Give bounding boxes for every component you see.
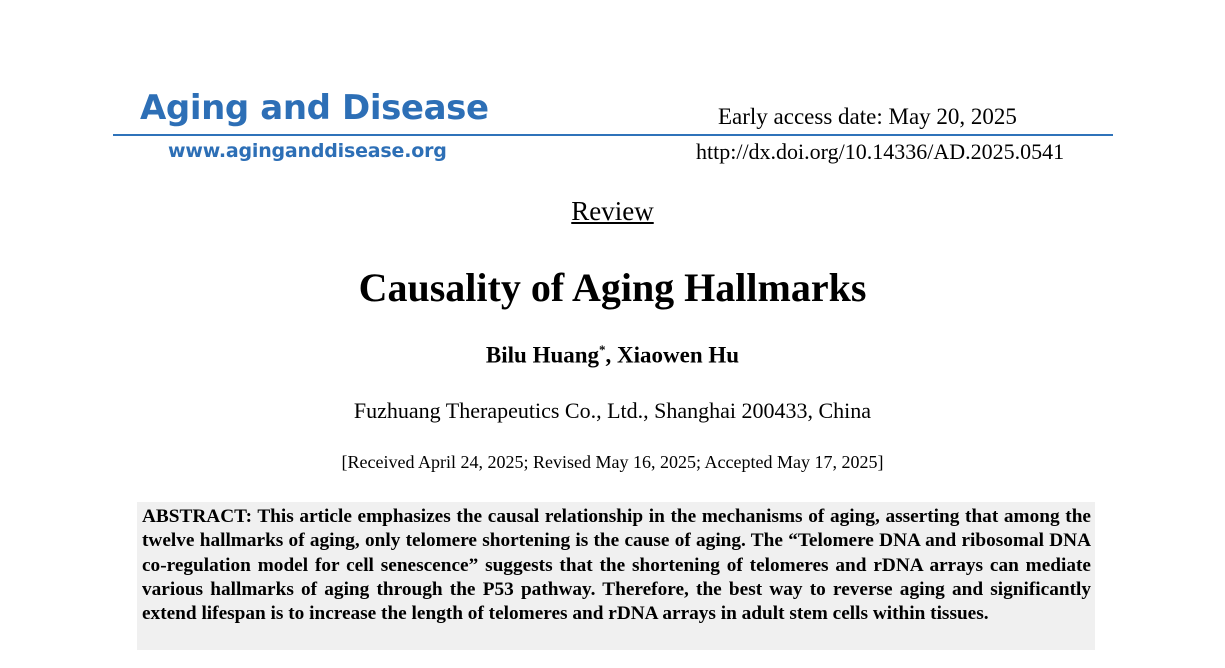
doi-link[interactable]: http://dx.doi.org/10.14336/AD.2025.0541 [696, 139, 1065, 164]
article-title: Causality of Aging Hallmarks [358, 265, 867, 310]
journal-name: Aging and Disease [140, 88, 489, 128]
author-1: Bilu Huang [485, 342, 600, 368]
affiliation: Fuzhuang Therapeutics Co., Ltd., Shanghai 200433, China [353, 398, 872, 423]
abstract-box [137, 502, 1095, 650]
journal-url[interactable]: www.aginganddisease.org [168, 140, 447, 162]
author-separator: , [605, 342, 618, 368]
early-access-date: Early access date: May 20, 2025 [718, 104, 1017, 129]
corresponding-author-mark: * [599, 342, 606, 357]
author-2: Xiaowen Hu [617, 342, 740, 368]
article-type: Review [571, 196, 654, 226]
authors [0, 342, 1225, 369]
abstract-text: ABSTRACT: This article emphasizes the causal relationship in the mechanisms of aging, asserting that among the twelve hallmarks of aging, only telomere shortening is the cause of aging. The “Telomere DNA and ribosomal DNA co-regulation model for cell senescence” suggests that the shortening of telomeres and rDNA arrays can mediate various hallmarks of aging through the P53 pathway. Therefore, the best way to reverse aging and significantly extend lifespan is to increase the length of telomeres and rDNA arrays in adult stem cells within tissues. [142, 506, 1091, 625]
header-rule [113, 134, 1113, 136]
publication-dates: [Received April 24, 2025; Revised May 16, 2025; Accepted May 17, 2025] [341, 452, 884, 472]
